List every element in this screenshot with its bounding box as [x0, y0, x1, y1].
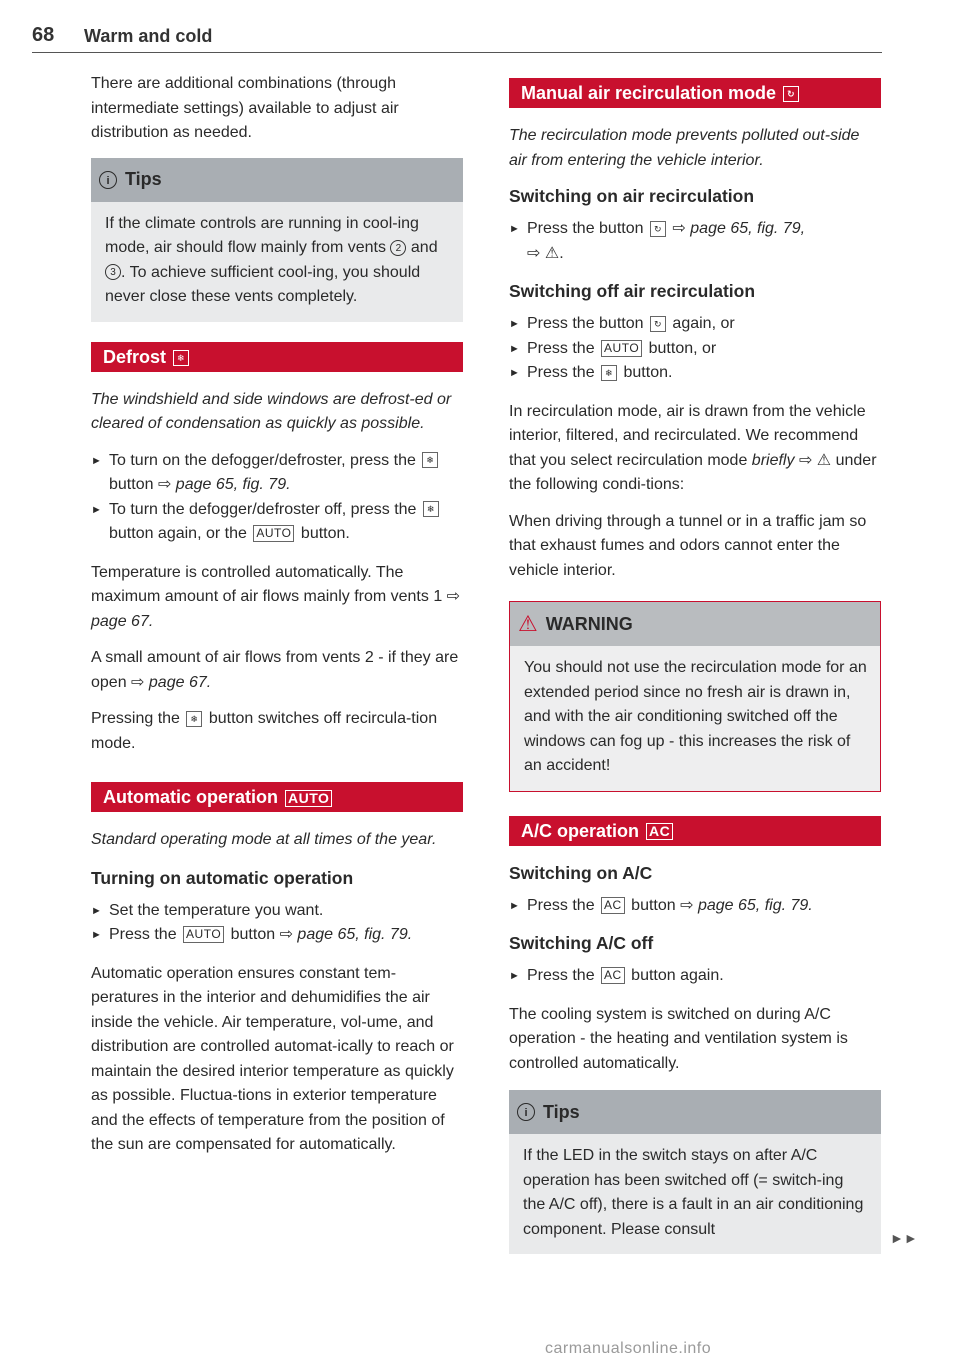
recirculation-icon: ↻ — [783, 86, 799, 102]
subheading: Switching on A/C — [509, 862, 653, 883]
defrost-heading: Defrost ❄ — [91, 342, 463, 372]
ac-on-steps — [509, 894, 881, 919]
recirculation-on-steps — [509, 217, 881, 266]
bullet-arrow-icon: ► — [509, 970, 520, 982]
defrost-icon: ❄ — [173, 350, 189, 366]
defrost-icon: ❄ — [423, 501, 439, 517]
auto-key: AUTO — [253, 525, 294, 542]
list-item: ► Press the button ↻ again, or — [509, 312, 881, 337]
defrost-icon: ❄ — [422, 452, 438, 468]
warning-box — [509, 601, 881, 792]
bullet-arrow-icon: ► — [91, 454, 102, 467]
subheading: Switching A/C off — [509, 933, 654, 953]
info-icon: i — [99, 171, 117, 189]
warning-triangle-icon: ⚠ — [518, 611, 538, 636]
ac-key: AC — [601, 897, 625, 914]
right-column — [509, 72, 881, 1270]
page-reference-link[interactable]: ⇨ page 67. — [91, 588, 461, 630]
bullet-arrow-icon: ► — [509, 318, 520, 330]
paragraph: Pressing the ❄ button switches off recircula-tion mode. — [91, 710, 438, 752]
ac-heading: A/C operation AC — [509, 816, 881, 846]
auto-heading: Automatic operation AUTO — [91, 782, 463, 812]
bullet-arrow-icon: ► — [91, 503, 102, 516]
defrost-icon: ❄ — [601, 365, 617, 381]
list-item: ► Press the ❄ button. — [509, 361, 881, 386]
recirculation-icon: ↻ — [650, 316, 666, 332]
tips-title: Tips — [125, 169, 162, 189]
warning-title: WARNING — [545, 613, 633, 634]
recirculation-intro: The recirculation mode prevents polluted out-side air from entering the vehicle interior. — [509, 127, 860, 169]
tips-text: If the climate controls are running in cool-ing mode, air should flow mainly from vents 2 and 3 . To achieve sufficient cool-ing, you should never close these vents completely. — [105, 214, 438, 305]
defrost-icon: ❄ — [186, 711, 202, 727]
defrost-intro: The windshield and side windows are defrost-ed or cleared of condensation as quickly as possible. — [91, 390, 452, 432]
tips-title: Tips — [543, 1101, 580, 1122]
recirculation-heading: Manual air recirculation mode ↻ — [509, 78, 881, 108]
vent-2-marker: 2 — [390, 240, 406, 256]
bullet-arrow-icon: ► — [509, 342, 520, 355]
list-item: ► Press the AUTO button ⇨ page 65, fig. 79. — [91, 923, 463, 948]
recirculation-icon: ↻ — [650, 221, 666, 237]
page-number: 68 — [32, 24, 55, 46]
bullet-arrow-icon: ► — [509, 223, 520, 235]
continued-arrow-icon[interactable]: ►► — [890, 1230, 918, 1246]
list-item: ► Press the AC button again. — [509, 964, 881, 989]
auto-key: AUTO — [601, 340, 642, 357]
warning-text: You should not use the recirculation mode for an extended period since no fresh air is drawn in, and with the air conditioning switched off the windows can fog up - this increases the risk of an accident! — [524, 659, 867, 774]
ac-off-steps — [509, 964, 881, 989]
subheading: Switching on air recirculation — [509, 186, 755, 206]
list-item: ► Press the AC button ⇨ page 65, fig. 79. — [509, 894, 881, 919]
warning-header — [510, 602, 880, 646]
list-item: ► Set the temperature you want. — [91, 899, 463, 924]
list-item: ► Press the AUTO button, or — [509, 337, 881, 362]
bullet-arrow-icon: ► — [91, 929, 102, 941]
warning-triangle-icon: ⚠ — [544, 244, 560, 262]
tips-header — [91, 158, 463, 202]
auto-body: Automatic operation ensures constant tem-peratures in the interior and dehumidifies the air inside the vehicle. Air temperature, vol-ume, and distribution are controlled automat-ically to reach or maintain the desired interior temperature as quickly as possible. Fluctua-tions in exterior temperature and the effects of temperature from the position of the sun are compensated for automatically. — [91, 964, 454, 1153]
tips-box-2 — [509, 1090, 881, 1254]
page-reference-link[interactable]: ⇨ page 65, fig. 79. — [157, 476, 291, 493]
list-item: ► To turn on the defogger/defroster, press the ❄ button ⇨ page 65, fig. 79. — [91, 449, 463, 498]
tips-header — [509, 1090, 881, 1134]
bullet-arrow-icon: ► — [509, 899, 520, 912]
auto-intro: Standard operating mode at all times of the year. — [91, 831, 437, 848]
page-reference-link[interactable]: ⇨ page 65, fig. 79, — [672, 220, 806, 237]
intro-paragraph: There are additional combinations (through intermediate settings) available to adjust air distribution as needed. — [91, 75, 399, 141]
left-column — [91, 72, 463, 1170]
ac-key: AC — [646, 823, 673, 840]
paragraph: Temperature is controlled automatically. The maximum amount of air flows mainly from vents 1 ⇨ page 67. — [91, 563, 461, 630]
page-reference-link[interactable]: ⇨ page 67. — [131, 673, 212, 691]
paragraph: The cooling system is switched on during A/C operation - the heating and ventilation system is controlled automatically. — [509, 1005, 848, 1072]
subheading: Switching off air recirculation — [509, 281, 756, 301]
tips-box-1 — [91, 158, 463, 322]
page-reference-link[interactable]: ⇨ page 65, fig. 79. — [279, 926, 413, 943]
auto-steps — [91, 899, 463, 948]
info-icon: i — [517, 1103, 535, 1121]
ac-key: AC — [601, 967, 625, 984]
list-item: ► To turn the defogger/defroster off, press the ❄ button again, or the AUTO button. — [91, 498, 463, 547]
paragraph: When driving through a tunnel or in a traffic jam so that exhaust fumes and odors cannot enter the vehicle interior. — [509, 512, 867, 579]
bullet-arrow-icon: ► — [91, 904, 102, 917]
bullet-arrow-icon: ► — [509, 367, 520, 379]
section-title: Warm and cold — [84, 26, 213, 46]
list-item: ► Press the button ↻ ⇨ page 65, fig. 79, ⇨ ⚠. — [509, 217, 881, 266]
subheading: Turning on automatic operation — [91, 867, 354, 888]
watermark: carmanualsonline.info — [545, 1340, 712, 1357]
warning-triangle-icon: ⚠ — [816, 451, 832, 469]
vent-3-marker: 3 — [105, 264, 121, 280]
page-reference-link[interactable]: ⇨ page 65, fig. 79. — [680, 896, 813, 914]
auto-key: AUTO — [183, 926, 224, 943]
recirculation-off-steps — [509, 312, 881, 386]
paragraph: A small amount of air flows from vents 2 - if they are open ⇨ page 67. — [91, 649, 459, 691]
page-header — [32, 24, 882, 53]
tips-text: If the LED in the switch stays on after A/C operation has been switched off (= switch-ing the A/C off), there is a fault in an air conditioning component. Please consult — [523, 1147, 864, 1238]
auto-key: AUTO — [285, 790, 332, 807]
paragraph: In recirculation mode, air is drawn from the vehicle interior, filtered, and recirculated. We recommend that you select recirculation mode briefly ⇨ ⚠ under the following condi-tions: — [509, 402, 877, 493]
defrost-steps — [91, 449, 463, 547]
